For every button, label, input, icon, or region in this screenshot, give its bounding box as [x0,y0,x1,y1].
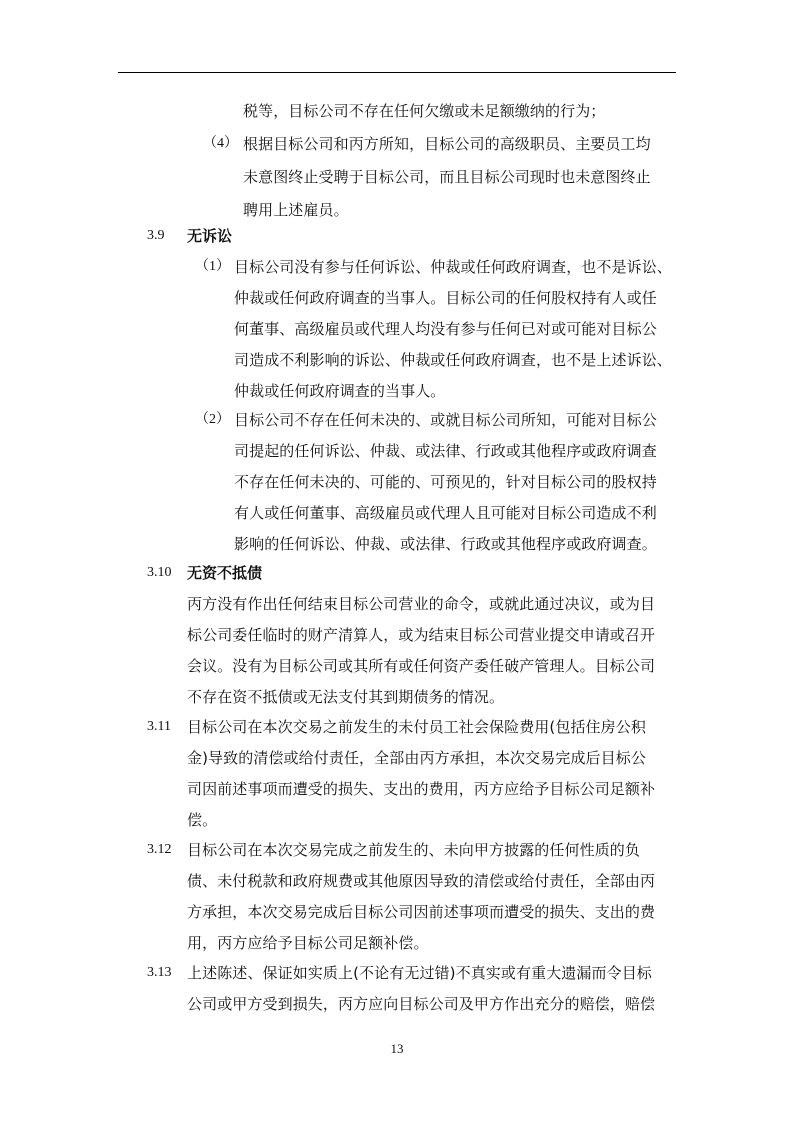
paragraph-line: 司因前述事项而遭受的损失、支出的费用，丙方应给予目标公司足额补 [187,780,656,798]
section-heading: 无资不抵债 [187,564,263,582]
paragraph-line: 司提起的任何诉讼、仲裁、或法律、行政或其他程序或政府调查 [234,442,657,460]
paragraph-line: 债、未付税款和政府规费或其他原因导致的清偿或给付责任，全部由丙 [187,872,656,890]
paragraph-line: 不存在任何未决的、可能的、可预见的，针对目标公司的股权持 [234,473,657,491]
paragraph-line: 目标公司不存在任何未决的、或就目标公司所知，可能对目标公 [234,411,657,429]
section-heading: 无诉讼 [187,227,233,245]
item-2-marker: （2） [195,412,230,427]
page-number: 13 [390,1041,404,1056]
paragraph-line: 会议。没有为目标公司或其所有或任何资产委任破产管理人。目标公司 [187,657,656,675]
paragraph-line: 标公司委任临时的财产清算人，或为结束目标公司营业提交申请或召开 [187,626,656,644]
paragraph-line: 不存在资不抵债或无法支付其到期债务的情况。 [187,688,505,706]
section-number: 3.13 [147,965,172,980]
section-number: 3.9 [147,228,165,243]
paragraph-line: 方承担，本次交易完成后目标公司因前述事项而遭受的损失、支出的费 [187,903,656,921]
paragraph-line: 丙方没有作出任何结束目标公司营业的命令，或就此通过决议，或为目 [187,595,656,613]
item-4-marker: （4） [203,136,238,151]
item-1-marker: （1） [195,259,230,274]
header-rule [118,72,676,73]
paragraph-line: 仲裁或任何政府调查的当事人。目标公司的任何股权持有人或任 [234,289,657,307]
paragraph-line: 用，丙方应给予目标公司足额补偿。 [187,934,429,952]
section-number: 3.10 [147,565,172,580]
paragraph-line: 聘用上述雇员。 [243,201,349,219]
paragraph-line: 影响的任何诉讼、仲裁、或法律、行政或其他程序或政府调查。 [234,535,657,553]
paragraph-line: 根据目标公司和丙方所知，目标公司的高级职员、主要员工均 [243,135,651,153]
paragraph-line: 公司或甲方受到损失，丙方应向目标公司及甲方作出充分的赔偿，赔偿 [187,995,656,1013]
paragraph-line: 何董事、高级雇员或代理人均没有参与任何已对或可能对目标公 [234,320,657,338]
paragraph-line: 目标公司在本次交易之前发生的未付员工社会保险费用(包括住房公积 [187,718,646,736]
paragraph-line: 金)导致的清偿或给付责任，全部由丙方承担，本次交易完成后目标公 [187,749,646,767]
paragraph-line: 未意图终止受聘于目标公司，而且目标公司现时也未意图终止 [243,168,651,186]
paragraph-line: 司造成不利影响的诉讼、仲裁或任何政府调查，也不是上述诉讼、 [234,351,672,369]
paragraph-line: 偿。 [187,811,218,829]
section-number: 3.12 [147,842,172,857]
section-number: 3.11 [147,719,171,734]
paragraph-line: 税等，目标公司不存在任何欠缴或未足额缴纳的行为； [243,102,606,120]
paragraph-line: 目标公司没有参与任何诉讼、仲裁或任何政府调查，也不是诉讼、 [234,258,672,276]
paragraph-line: 有人或任何董事、高级雇员或代理人且可能对目标公司造成不利 [234,504,657,522]
paragraph-line: 上述陈述、保证如实质上(不论有无过错)不真实或有重大遗漏而令目标 [187,964,652,982]
paragraph-line: 仲裁或任何政府调查的当事人。 [234,382,446,400]
paragraph-line: 目标公司在本次交易完成之前发生的、未向甲方披露的任何性质的负 [187,841,641,859]
